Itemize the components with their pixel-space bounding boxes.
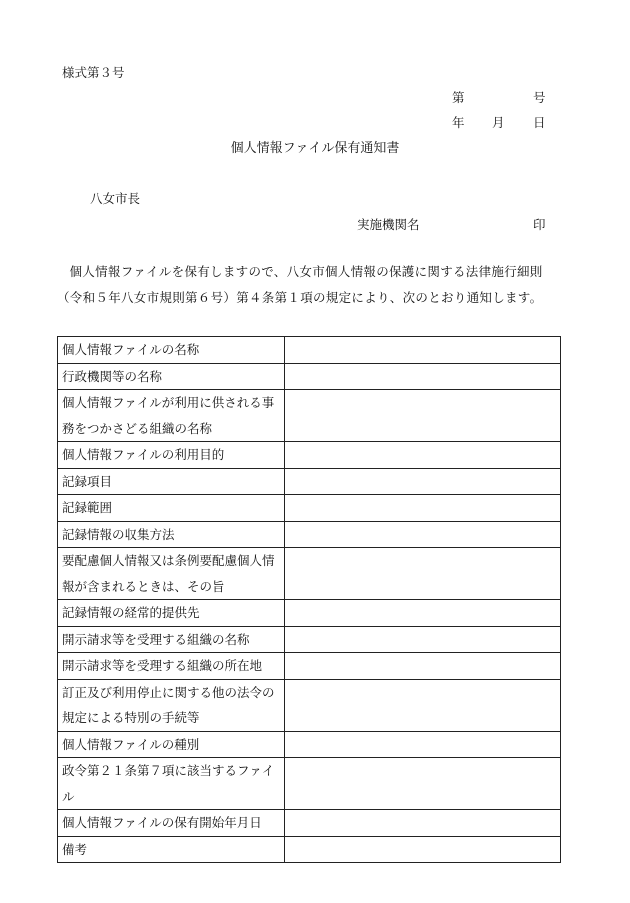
row-label: 個人情報ファイルが利用に供される事務をつかさどる組織の名称 [58, 390, 285, 442]
document-title: 個人情報ファイル保有通知書 [230, 141, 400, 156]
table-row [58, 731, 561, 758]
form-number: 様式第３号 [62, 65, 125, 80]
table-row [58, 653, 561, 680]
row-label: 開示請求等を受理する組織の所在地 [58, 653, 285, 680]
row-label: 記録情報の収集方法 [58, 521, 285, 548]
row-value-field[interactable] [285, 337, 561, 364]
row-label: 個人情報ファイルの種別 [58, 731, 285, 758]
table-row [58, 337, 561, 364]
row-value-field[interactable] [285, 731, 561, 758]
table-row [58, 495, 561, 522]
row-value-field[interactable] [285, 810, 561, 837]
row-label: 行政機関等の名称 [58, 363, 285, 390]
table-row [58, 521, 561, 548]
date-month-label: 月 [492, 115, 505, 130]
row-label: 要配慮個人情報又は条例要配慮個人情報が含まれるときは、その旨 [58, 548, 285, 600]
row-value-field[interactable] [285, 600, 561, 627]
date-day-label: 日 [533, 115, 546, 130]
row-label: 政令第２１条第７項に該当するファイル [58, 758, 285, 810]
notice-body-text: 個人情報ファイルを保有しますので、八女市個人情報の保護に関する法律施行細則（令和５年八女市規則第６号）第４条第１項の規定により、次のとおり通知します。 [57, 264, 543, 305]
row-label: 記録項目 [58, 468, 285, 495]
row-value-field[interactable] [285, 548, 561, 600]
row-value-field[interactable] [285, 679, 561, 731]
table-row [58, 600, 561, 627]
implementing-agency-label: 実施機関名 [357, 217, 420, 232]
notification-table [57, 336, 561, 863]
table-row [58, 390, 561, 442]
notification-table-body [58, 337, 561, 863]
table-row [58, 626, 561, 653]
row-label: 記録情報の経常的提供先 [58, 600, 285, 627]
row-value-field[interactable] [285, 468, 561, 495]
row-label: 個人情報ファイルの保有開始年月日 [58, 810, 285, 837]
row-value-field[interactable] [285, 758, 561, 810]
reference-number-suffix: 号 [533, 90, 546, 105]
table-row [58, 810, 561, 837]
row-label: 訂正及び利用停止に関する他の法令の規定による特別の手続等 [58, 679, 285, 731]
table-row [58, 363, 561, 390]
row-label: 個人情報ファイルの利用目的 [58, 442, 285, 469]
row-label: 記録範囲 [58, 495, 285, 522]
row-value-field[interactable] [285, 626, 561, 653]
row-value-field[interactable] [285, 836, 561, 863]
row-label: 備考 [58, 836, 285, 863]
row-label: 開示請求等を受理する組織の名称 [58, 626, 285, 653]
table-row [58, 758, 561, 810]
table-row [58, 468, 561, 495]
row-value-field[interactable] [285, 495, 561, 522]
row-value-field[interactable] [285, 521, 561, 548]
row-value-field[interactable] [285, 390, 561, 442]
row-value-field[interactable] [285, 653, 561, 680]
table-row [58, 442, 561, 469]
seal-mark: 印 [533, 217, 546, 232]
table-row [58, 679, 561, 731]
row-label: 個人情報ファイルの名称 [58, 337, 285, 364]
row-value-field[interactable] [285, 363, 561, 390]
row-value-field[interactable] [285, 442, 561, 469]
table-row [58, 548, 561, 600]
date-year-label: 年 [452, 115, 465, 130]
table-row [58, 836, 561, 863]
addressee: 八女市長 [90, 191, 141, 206]
reference-number-prefix: 第 [452, 90, 465, 105]
